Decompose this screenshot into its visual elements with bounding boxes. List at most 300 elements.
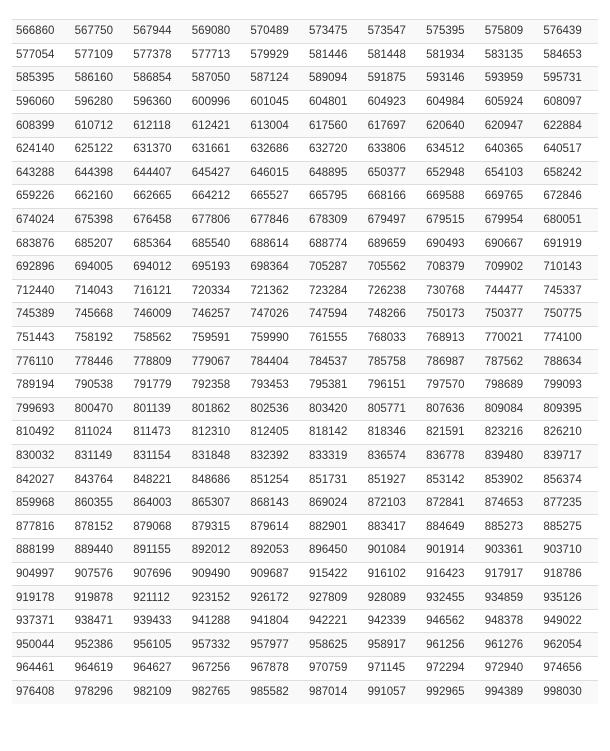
table-cell: 679515 xyxy=(422,208,481,232)
table-cell: 918786 xyxy=(539,562,598,586)
table-cell: 909490 xyxy=(188,562,247,586)
table-cell: 587050 xyxy=(188,67,247,91)
table-cell: 677846 xyxy=(246,208,305,232)
table-cell: 685540 xyxy=(188,232,247,256)
table-cell: 798689 xyxy=(481,373,540,397)
table-cell: 904997 xyxy=(12,562,71,586)
table-cell: 720334 xyxy=(188,279,247,303)
table-cell: 746009 xyxy=(129,303,188,327)
table-cell: 622884 xyxy=(539,114,598,138)
table-cell: 577713 xyxy=(188,43,247,67)
table-cell: 683876 xyxy=(12,232,71,256)
table-cell: 901914 xyxy=(422,539,481,563)
table-cell: 705562 xyxy=(364,255,423,279)
table-cell: 680051 xyxy=(539,208,598,232)
table-row xyxy=(12,114,598,138)
table-cell: 567944 xyxy=(129,20,188,44)
table-cell: 964461 xyxy=(12,657,71,681)
table-cell: 665527 xyxy=(246,185,305,209)
table-cell: 625122 xyxy=(71,137,130,161)
table-cell: 856374 xyxy=(539,468,598,492)
table-cell: 645427 xyxy=(188,161,247,185)
table-cell: 678309 xyxy=(305,208,364,232)
table-cell: 612118 xyxy=(129,114,188,138)
table-cell: 903361 xyxy=(481,539,540,563)
table-cell: 604923 xyxy=(364,90,423,114)
table-cell: 745337 xyxy=(539,279,598,303)
table-cell: 957332 xyxy=(188,633,247,657)
table-cell: 853902 xyxy=(481,468,540,492)
table-cell: 978296 xyxy=(71,680,130,704)
table-cell: 810492 xyxy=(12,421,71,445)
table-row xyxy=(12,633,598,657)
table-cell: 956105 xyxy=(129,633,188,657)
table-cell: 690667 xyxy=(481,232,540,256)
table-row xyxy=(12,255,598,279)
table-cell: 758192 xyxy=(71,326,130,350)
table-row xyxy=(12,326,598,350)
table-row xyxy=(12,491,598,515)
table-cell: 961256 xyxy=(422,633,481,657)
table-cell: 864003 xyxy=(129,491,188,515)
table-cell: 596060 xyxy=(12,90,71,114)
table-cell: 778446 xyxy=(71,350,130,374)
table-cell: 632686 xyxy=(246,137,305,161)
table-cell: 957977 xyxy=(246,633,305,657)
table-cell: 694005 xyxy=(71,255,130,279)
table-cell: 896450 xyxy=(305,539,364,563)
table-cell: 714043 xyxy=(71,279,130,303)
table-cell: 938471 xyxy=(71,609,130,633)
table-cell: 818142 xyxy=(305,421,364,445)
table-cell: 935126 xyxy=(539,586,598,610)
table-cell: 879068 xyxy=(129,515,188,539)
table-row xyxy=(12,397,598,421)
table-row xyxy=(12,421,598,445)
table-row xyxy=(12,161,598,185)
table-cell: 648895 xyxy=(305,161,364,185)
table-cell: 730768 xyxy=(422,279,481,303)
table-cell: 672846 xyxy=(539,185,598,209)
table-row xyxy=(12,350,598,374)
table-cell: 664212 xyxy=(188,185,247,209)
table-cell: 853142 xyxy=(422,468,481,492)
table-cell: 721362 xyxy=(246,279,305,303)
table-cell: 962054 xyxy=(539,633,598,657)
table-cell: 688774 xyxy=(305,232,364,256)
table-cell: 809084 xyxy=(481,397,540,421)
table-cell: 576439 xyxy=(539,20,598,44)
table-cell: 779067 xyxy=(188,350,247,374)
table-cell: 591875 xyxy=(364,67,423,91)
table-cell: 972294 xyxy=(422,657,481,681)
table-cell: 585395 xyxy=(12,67,71,91)
table-cell: 744477 xyxy=(481,279,540,303)
table-cell: 967878 xyxy=(246,657,305,681)
table-cell: 992965 xyxy=(422,680,481,704)
table-cell: 631370 xyxy=(129,137,188,161)
table-cell: 879315 xyxy=(188,515,247,539)
table-cell: 964619 xyxy=(71,657,130,681)
table-cell: 970759 xyxy=(305,657,364,681)
table-cell: 784537 xyxy=(305,350,364,374)
table-cell: 644398 xyxy=(71,161,130,185)
table-cell: 747026 xyxy=(246,303,305,327)
table-cell: 694012 xyxy=(129,255,188,279)
table-cell: 948378 xyxy=(481,609,540,633)
table-cell: 802536 xyxy=(246,397,305,421)
table-cell: 726238 xyxy=(364,279,423,303)
table-cell: 985582 xyxy=(246,680,305,704)
table-cell: 624140 xyxy=(12,137,71,161)
table-cell: 848686 xyxy=(188,468,247,492)
table-cell: 758562 xyxy=(129,326,188,350)
table-cell: 679497 xyxy=(364,208,423,232)
table-cell: 685207 xyxy=(71,232,130,256)
table-cell: 836778 xyxy=(422,444,481,468)
table-cell: 600996 xyxy=(188,90,247,114)
table-row xyxy=(12,468,598,492)
table-cell: 901084 xyxy=(364,539,423,563)
table-cell: 883417 xyxy=(364,515,423,539)
table-cell: 575395 xyxy=(422,20,481,44)
table-cell: 872103 xyxy=(364,491,423,515)
table-cell: 584653 xyxy=(539,43,598,67)
table-cell: 946562 xyxy=(422,609,481,633)
table-cell: 570489 xyxy=(246,20,305,44)
table-cell: 801139 xyxy=(129,397,188,421)
table-cell: 803420 xyxy=(305,397,364,421)
table-cell: 581934 xyxy=(422,43,481,67)
table-cell: 795381 xyxy=(305,373,364,397)
table-cell: 903710 xyxy=(539,539,598,563)
table-cell: 868143 xyxy=(246,491,305,515)
table-row xyxy=(12,680,598,704)
table-cell: 679954 xyxy=(481,208,540,232)
table-cell: 848221 xyxy=(129,468,188,492)
table-cell: 569080 xyxy=(188,20,247,44)
table-cell: 821591 xyxy=(422,421,481,445)
table-cell: 927809 xyxy=(305,586,364,610)
table-cell: 788634 xyxy=(539,350,598,374)
table-cell: 851927 xyxy=(364,468,423,492)
table-cell: 601045 xyxy=(246,90,305,114)
table-row xyxy=(12,43,598,67)
table-cell: 705287 xyxy=(305,255,364,279)
table-cell: 919878 xyxy=(71,586,130,610)
table-cell: 789194 xyxy=(12,373,71,397)
table-cell: 785758 xyxy=(364,350,423,374)
table-cell: 583135 xyxy=(481,43,540,67)
table-cell: 823216 xyxy=(481,421,540,445)
table-row xyxy=(12,444,598,468)
table-cell: 811024 xyxy=(71,421,130,445)
table-cell: 879614 xyxy=(246,515,305,539)
table-cell: 665795 xyxy=(305,185,364,209)
table-row xyxy=(12,303,598,327)
table-cell: 791779 xyxy=(129,373,188,397)
table-cell: 932455 xyxy=(422,586,481,610)
table-cell: 658242 xyxy=(539,161,598,185)
table-cell: 878152 xyxy=(71,515,130,539)
table-cell: 843764 xyxy=(71,468,130,492)
table-cell: 831154 xyxy=(129,444,188,468)
table-cell: 964627 xyxy=(129,657,188,681)
table-cell: 928089 xyxy=(364,586,423,610)
table-cell: 620640 xyxy=(422,114,481,138)
table-cell: 659226 xyxy=(12,185,71,209)
table-cell: 751443 xyxy=(12,326,71,350)
table-cell: 917917 xyxy=(481,562,540,586)
table-cell: 891155 xyxy=(129,539,188,563)
table-cell: 907696 xyxy=(129,562,188,586)
table-cell: 961276 xyxy=(481,633,540,657)
table-cell: 860355 xyxy=(71,491,130,515)
table-cell: 712440 xyxy=(12,279,71,303)
table-cell: 608399 xyxy=(12,114,71,138)
table-row xyxy=(12,232,598,256)
table-cell: 646015 xyxy=(246,161,305,185)
table-cell: 698364 xyxy=(246,255,305,279)
table-row xyxy=(12,562,598,586)
table-cell: 768033 xyxy=(364,326,423,350)
table-cell: 685364 xyxy=(129,232,188,256)
table-cell: 567750 xyxy=(71,20,130,44)
table-cell: 675398 xyxy=(71,208,130,232)
table-cell: 982109 xyxy=(129,680,188,704)
table-cell: 586160 xyxy=(71,67,130,91)
table-cell: 575809 xyxy=(481,20,540,44)
number-table xyxy=(12,19,598,704)
table-cell: 654103 xyxy=(481,161,540,185)
table-cell: 770021 xyxy=(481,326,540,350)
table-cell: 793453 xyxy=(246,373,305,397)
table-cell: 620947 xyxy=(481,114,540,138)
table-cell: 832392 xyxy=(246,444,305,468)
table-cell: 982765 xyxy=(188,680,247,704)
table-cell: 809395 xyxy=(539,397,598,421)
table-cell: 952386 xyxy=(71,633,130,657)
table-cell: 604984 xyxy=(422,90,481,114)
table-cell: 610712 xyxy=(71,114,130,138)
table-cell: 674024 xyxy=(12,208,71,232)
table-cell: 677806 xyxy=(188,208,247,232)
table-cell: 708379 xyxy=(422,255,481,279)
table-cell: 836574 xyxy=(364,444,423,468)
table-cell: 688614 xyxy=(246,232,305,256)
table-cell: 745668 xyxy=(71,303,130,327)
table-cell: 826210 xyxy=(539,421,598,445)
table-cell: 974656 xyxy=(539,657,598,681)
table-cell: 994389 xyxy=(481,680,540,704)
table-cell: 796151 xyxy=(364,373,423,397)
table-cell: 709902 xyxy=(481,255,540,279)
table-cell: 768913 xyxy=(422,326,481,350)
table-cell: 750775 xyxy=(539,303,598,327)
table-cell: 807636 xyxy=(422,397,481,421)
table-cell: 833319 xyxy=(305,444,364,468)
table-cell: 608097 xyxy=(539,90,598,114)
table-cell: 787562 xyxy=(481,350,540,374)
table-cell: 811473 xyxy=(129,421,188,445)
table-cell: 916102 xyxy=(364,562,423,586)
table-row xyxy=(12,185,598,209)
table-cell: 716121 xyxy=(129,279,188,303)
table-cell: 831848 xyxy=(188,444,247,468)
table-cell: 839480 xyxy=(481,444,540,468)
table-cell: 577054 xyxy=(12,43,71,67)
table-cell: 882901 xyxy=(305,515,364,539)
table-cell: 818346 xyxy=(364,421,423,445)
table-cell: 859968 xyxy=(12,491,71,515)
table-cell: 923152 xyxy=(188,586,247,610)
table-cell: 842027 xyxy=(12,468,71,492)
table-cell: 668166 xyxy=(364,185,423,209)
table-cell: 612421 xyxy=(188,114,247,138)
table-cell: 566860 xyxy=(12,20,71,44)
table-cell: 792358 xyxy=(188,373,247,397)
table-cell: 942221 xyxy=(305,609,364,633)
table-cell: 987014 xyxy=(305,680,364,704)
table-cell: 650377 xyxy=(364,161,423,185)
table-cell: 937371 xyxy=(12,609,71,633)
table-cell: 958625 xyxy=(305,633,364,657)
table-cell: 799093 xyxy=(539,373,598,397)
table-cell: 581448 xyxy=(364,43,423,67)
table-cell: 797570 xyxy=(422,373,481,397)
table-cell: 586854 xyxy=(129,67,188,91)
table-cell: 801862 xyxy=(188,397,247,421)
table-row xyxy=(12,137,598,161)
table-cell: 800470 xyxy=(71,397,130,421)
table-cell: 892012 xyxy=(188,539,247,563)
table-row xyxy=(12,586,598,610)
table-cell: 971145 xyxy=(364,657,423,681)
table-cell: 587124 xyxy=(246,67,305,91)
table-cell: 589094 xyxy=(305,67,364,91)
table-cell: 778809 xyxy=(129,350,188,374)
table-cell: 967256 xyxy=(188,657,247,681)
table-row xyxy=(12,373,598,397)
table-cell: 632720 xyxy=(305,137,364,161)
table-cell: 916423 xyxy=(422,562,481,586)
table-cell: 579929 xyxy=(246,43,305,67)
table-cell: 830032 xyxy=(12,444,71,468)
table-cell: 652948 xyxy=(422,161,481,185)
table-body xyxy=(12,20,598,704)
table-cell: 710143 xyxy=(539,255,598,279)
table-cell: 633806 xyxy=(364,137,423,161)
table-cell: 759591 xyxy=(188,326,247,350)
table-cell: 662160 xyxy=(71,185,130,209)
table-row xyxy=(12,279,598,303)
table-row xyxy=(12,515,598,539)
table-cell: 643288 xyxy=(12,161,71,185)
table-cell: 942339 xyxy=(364,609,423,633)
table-cell: 812405 xyxy=(246,421,305,445)
table-cell: 689659 xyxy=(364,232,423,256)
table-cell: 926172 xyxy=(246,586,305,610)
table-cell: 750377 xyxy=(481,303,540,327)
table-cell: 877235 xyxy=(539,491,598,515)
table-cell: 941288 xyxy=(188,609,247,633)
table-row xyxy=(12,20,598,44)
table-cell: 799693 xyxy=(12,397,71,421)
table-row xyxy=(12,657,598,681)
table-row xyxy=(12,90,598,114)
table-cell: 761555 xyxy=(305,326,364,350)
table-cell: 695193 xyxy=(188,255,247,279)
table-cell: 644407 xyxy=(129,161,188,185)
table-cell: 596360 xyxy=(129,90,188,114)
table-cell: 593959 xyxy=(481,67,540,91)
table-cell: 919178 xyxy=(12,586,71,610)
table-cell: 805771 xyxy=(364,397,423,421)
table-cell: 885273 xyxy=(481,515,540,539)
table-cell: 577109 xyxy=(71,43,130,67)
table-cell: 915422 xyxy=(305,562,364,586)
table-cell: 909687 xyxy=(246,562,305,586)
table-cell: 573547 xyxy=(364,20,423,44)
table-cell: 892053 xyxy=(246,539,305,563)
table-cell: 958917 xyxy=(364,633,423,657)
table-cell: 690493 xyxy=(422,232,481,256)
table-cell: 784404 xyxy=(246,350,305,374)
table-cell: 869024 xyxy=(305,491,364,515)
table-cell: 888199 xyxy=(12,539,71,563)
table-cell: 872841 xyxy=(422,491,481,515)
table-cell: 831149 xyxy=(71,444,130,468)
table-cell: 939433 xyxy=(129,609,188,633)
table-cell: 746257 xyxy=(188,303,247,327)
table-cell: 605924 xyxy=(481,90,540,114)
table-cell: 885275 xyxy=(539,515,598,539)
table-cell: 723284 xyxy=(305,279,364,303)
table-cell: 669765 xyxy=(481,185,540,209)
table-cell: 676458 xyxy=(129,208,188,232)
table-cell: 640517 xyxy=(539,137,598,161)
table-cell: 921112 xyxy=(129,586,188,610)
number-table-container xyxy=(12,19,598,704)
table-cell: 776110 xyxy=(12,350,71,374)
table-cell: 884649 xyxy=(422,515,481,539)
table-cell: 634512 xyxy=(422,137,481,161)
table-cell: 750173 xyxy=(422,303,481,327)
table-cell: 972940 xyxy=(481,657,540,681)
table-cell: 812310 xyxy=(188,421,247,445)
table-cell: 593146 xyxy=(422,67,481,91)
table-cell: 748266 xyxy=(364,303,423,327)
table-row xyxy=(12,609,598,633)
table-row xyxy=(12,539,598,563)
table-row xyxy=(12,208,598,232)
table-cell: 889440 xyxy=(71,539,130,563)
table-cell: 617697 xyxy=(364,114,423,138)
table-cell: 941804 xyxy=(246,609,305,633)
table-cell: 934859 xyxy=(481,586,540,610)
table-cell: 662665 xyxy=(129,185,188,209)
table-cell: 669588 xyxy=(422,185,481,209)
table-cell: 790538 xyxy=(71,373,130,397)
table-cell: 907576 xyxy=(71,562,130,586)
table-cell: 613004 xyxy=(246,114,305,138)
table-cell: 877816 xyxy=(12,515,71,539)
table-cell: 745389 xyxy=(12,303,71,327)
table-cell: 851254 xyxy=(246,468,305,492)
table-cell: 950044 xyxy=(12,633,71,657)
table-cell: 581446 xyxy=(305,43,364,67)
table-cell: 691919 xyxy=(539,232,598,256)
